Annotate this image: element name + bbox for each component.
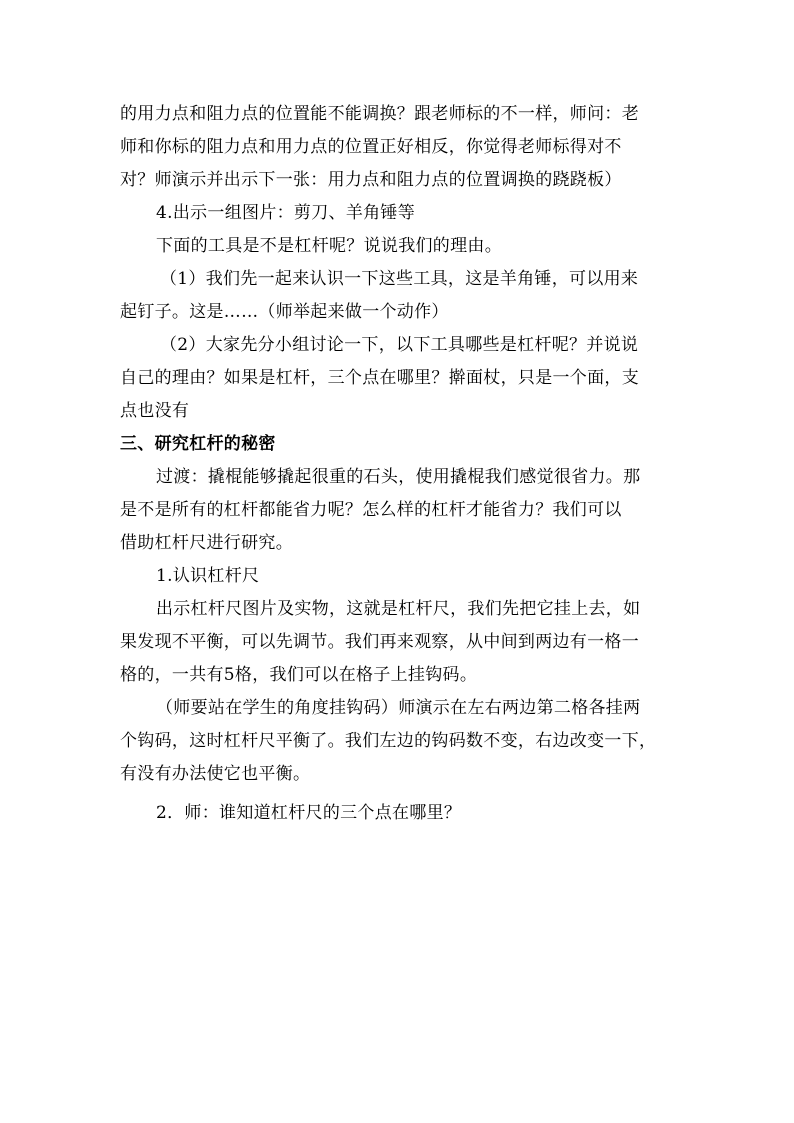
list-item-4: 4.出示一组图片：剪刀、羊角锤等	[156, 203, 416, 223]
transition-line-2: 是不是所有的杠杆都能省力呢？怎么样的杠杆才能省力？我们可以	[120, 500, 622, 520]
lever-ruler-line-3: 格的，一共有5格，我们可以在格子上挂钩码。	[120, 665, 478, 685]
demo-line-1: （师要站在学生的角度挂钩码）师演示在左右两边第二格各挂两	[156, 698, 641, 718]
demo-line-2: 个钩码，这时杠杆尺平衡了。我们左边的钩码数不变，右边改变一下，	[120, 731, 657, 751]
lever-ruler-line-1: 出示杠杆尺图片及实物，这就是杠杆尺，我们先把它挂上去，如	[156, 599, 641, 619]
paragraph-line-2: 师和你标的阻力点和用力点的位置正好相反，你觉得老师标得对不	[120, 137, 622, 157]
paragraph-line-5: 下面的工具是不是杠杆呢？说说我们的理由。	[156, 236, 502, 256]
sub-item-2-line-2: 自己的理由？如果是杠杆，三个点在哪里？擀面杖，只是一个面，支	[120, 368, 639, 388]
transition-line-1: 过渡：撬棍能够撬起很重的石头，使用撬棍我们感觉很省力。那	[156, 467, 641, 487]
sub-item-1-line-2: 起钉子。这是……（师举起来做一个动作）	[120, 302, 449, 322]
numbered-item-1: 1.认识杠杆尺	[156, 566, 260, 586]
numbered-item-2: 2．师：谁知道杠杆尺的三个点在哪里？	[156, 803, 462, 823]
sub-item-2-line-1: （2）大家先分小组讨论一下，以下工具哪些是杠杆呢？并说说	[160, 335, 639, 355]
paragraph-line-1: 的用力点和阻力点的位置能不能调换？跟老师标的不一样，师问：老	[120, 104, 639, 124]
paragraph-line-3: 对？师演示并出示下一张：用力点和阻力点的位置调换的跷跷板）	[120, 170, 622, 190]
section-heading: 三、研究杠杆的秘密	[120, 434, 276, 454]
sub-item-1-line-1: （1）我们先一起来认识一下这些工具，这是羊角锤，可以用来	[160, 269, 639, 289]
demo-line-3: 有没有办法使它也平衡。	[120, 764, 311, 784]
lever-ruler-line-2: 果发现不平衡，可以先调节。我们再来观察，从中间到两边有一格一	[120, 632, 639, 652]
document-page	[120, 98, 676, 830]
sub-item-2-line-3: 点也没有	[120, 401, 190, 421]
transition-line-3: 借助杠杆尺进行研究。	[120, 533, 293, 553]
